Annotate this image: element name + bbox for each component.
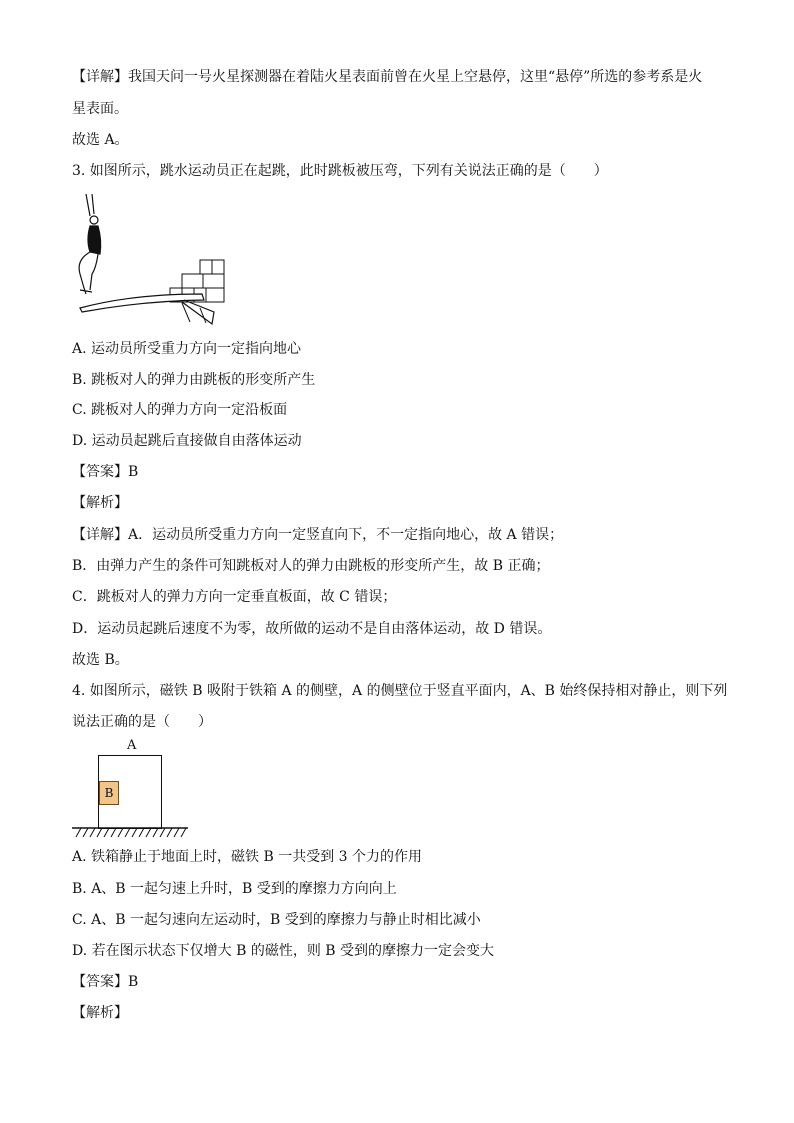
iron-box-figure bbox=[72, 738, 192, 838]
q3-detail-a: 【详解】A．运动员所受重力方向一定竖直向下，不一定指向地心，故 A 错误； bbox=[72, 527, 564, 543]
label-a: A bbox=[127, 738, 137, 753]
q3-detail-b: B．由弹力产生的条件可知跳板对人的弹力由跳板的形变所产生，故 B 正确； bbox=[72, 558, 550, 574]
q3-option-b: B. 跳板对人的弹力由跳板的形变所产生 bbox=[72, 372, 316, 388]
ground bbox=[72, 827, 192, 839]
diving-board-figure bbox=[72, 190, 242, 330]
q3-option-d: D. 运动员起跳后直接做自由落体运动 bbox=[72, 433, 302, 449]
q3-option-a: A. 运动员所受重力方向一定指向地心 bbox=[72, 341, 302, 357]
q4-analysis-label: 【解析】 bbox=[72, 1005, 128, 1021]
diver bbox=[79, 194, 101, 294]
q3-analysis-label: 【解析】 bbox=[72, 495, 128, 511]
question-3-stem: 3. 如图所示，跳水运动员正在起跳，此时跳板被压弯，下列有关说法正确的是（ ） bbox=[72, 163, 608, 179]
q3-choose: 故选 B。 bbox=[72, 652, 129, 668]
q3-detail-d: D．运动员起跳后速度不为零，故所做的运动不是自由落体运动，故 D 错误。 bbox=[72, 621, 552, 637]
q3-answer: 【答案】B bbox=[72, 464, 139, 480]
detail-text-cont: 星表面。 bbox=[72, 101, 128, 117]
question-4-stem: 4. 如图所示，磁铁 B 吸附于铁箱 A 的侧壁，A 的侧壁位于竖直平面内，A、B 始终保持相对静止，则下列 bbox=[72, 683, 728, 699]
detail-text: 【详解】我国天问一号火星探测器在着陆火星表面前曾在火星上空悬停，这里“悬停”所选的参考系是火 bbox=[72, 69, 703, 85]
diving-board bbox=[80, 294, 204, 312]
magnet-b: B bbox=[99, 781, 119, 805]
q3-option-c: C. 跳板对人的弹力方向一定沿板面 bbox=[72, 402, 288, 418]
q4-option-b: B. A、B 一起匀速上升时，B 受到的摩擦力方向向上 bbox=[72, 881, 397, 897]
question-4-stem-cont: 说法正确的是（ ） bbox=[72, 714, 212, 730]
q4-answer: 【答案】B bbox=[72, 974, 139, 990]
choose-text: 故选 A。 bbox=[72, 132, 129, 148]
q4-option-c: C. A、B 一起匀速向左运动时，B 受到的摩擦力与静止时相比减小 bbox=[72, 912, 481, 928]
q4-option-d: D. 若在图示状态下仅增大 B 的磁性，则 B 受到的摩擦力一定会变大 bbox=[72, 943, 495, 959]
q3-detail-c: C．跳板对人的弹力方向一定垂直板面，故 C 错误； bbox=[72, 589, 397, 605]
q4-option-a: A. 铁箱静止于地面上时，磁铁 B 一共受到 3 个力的作用 bbox=[72, 849, 423, 865]
